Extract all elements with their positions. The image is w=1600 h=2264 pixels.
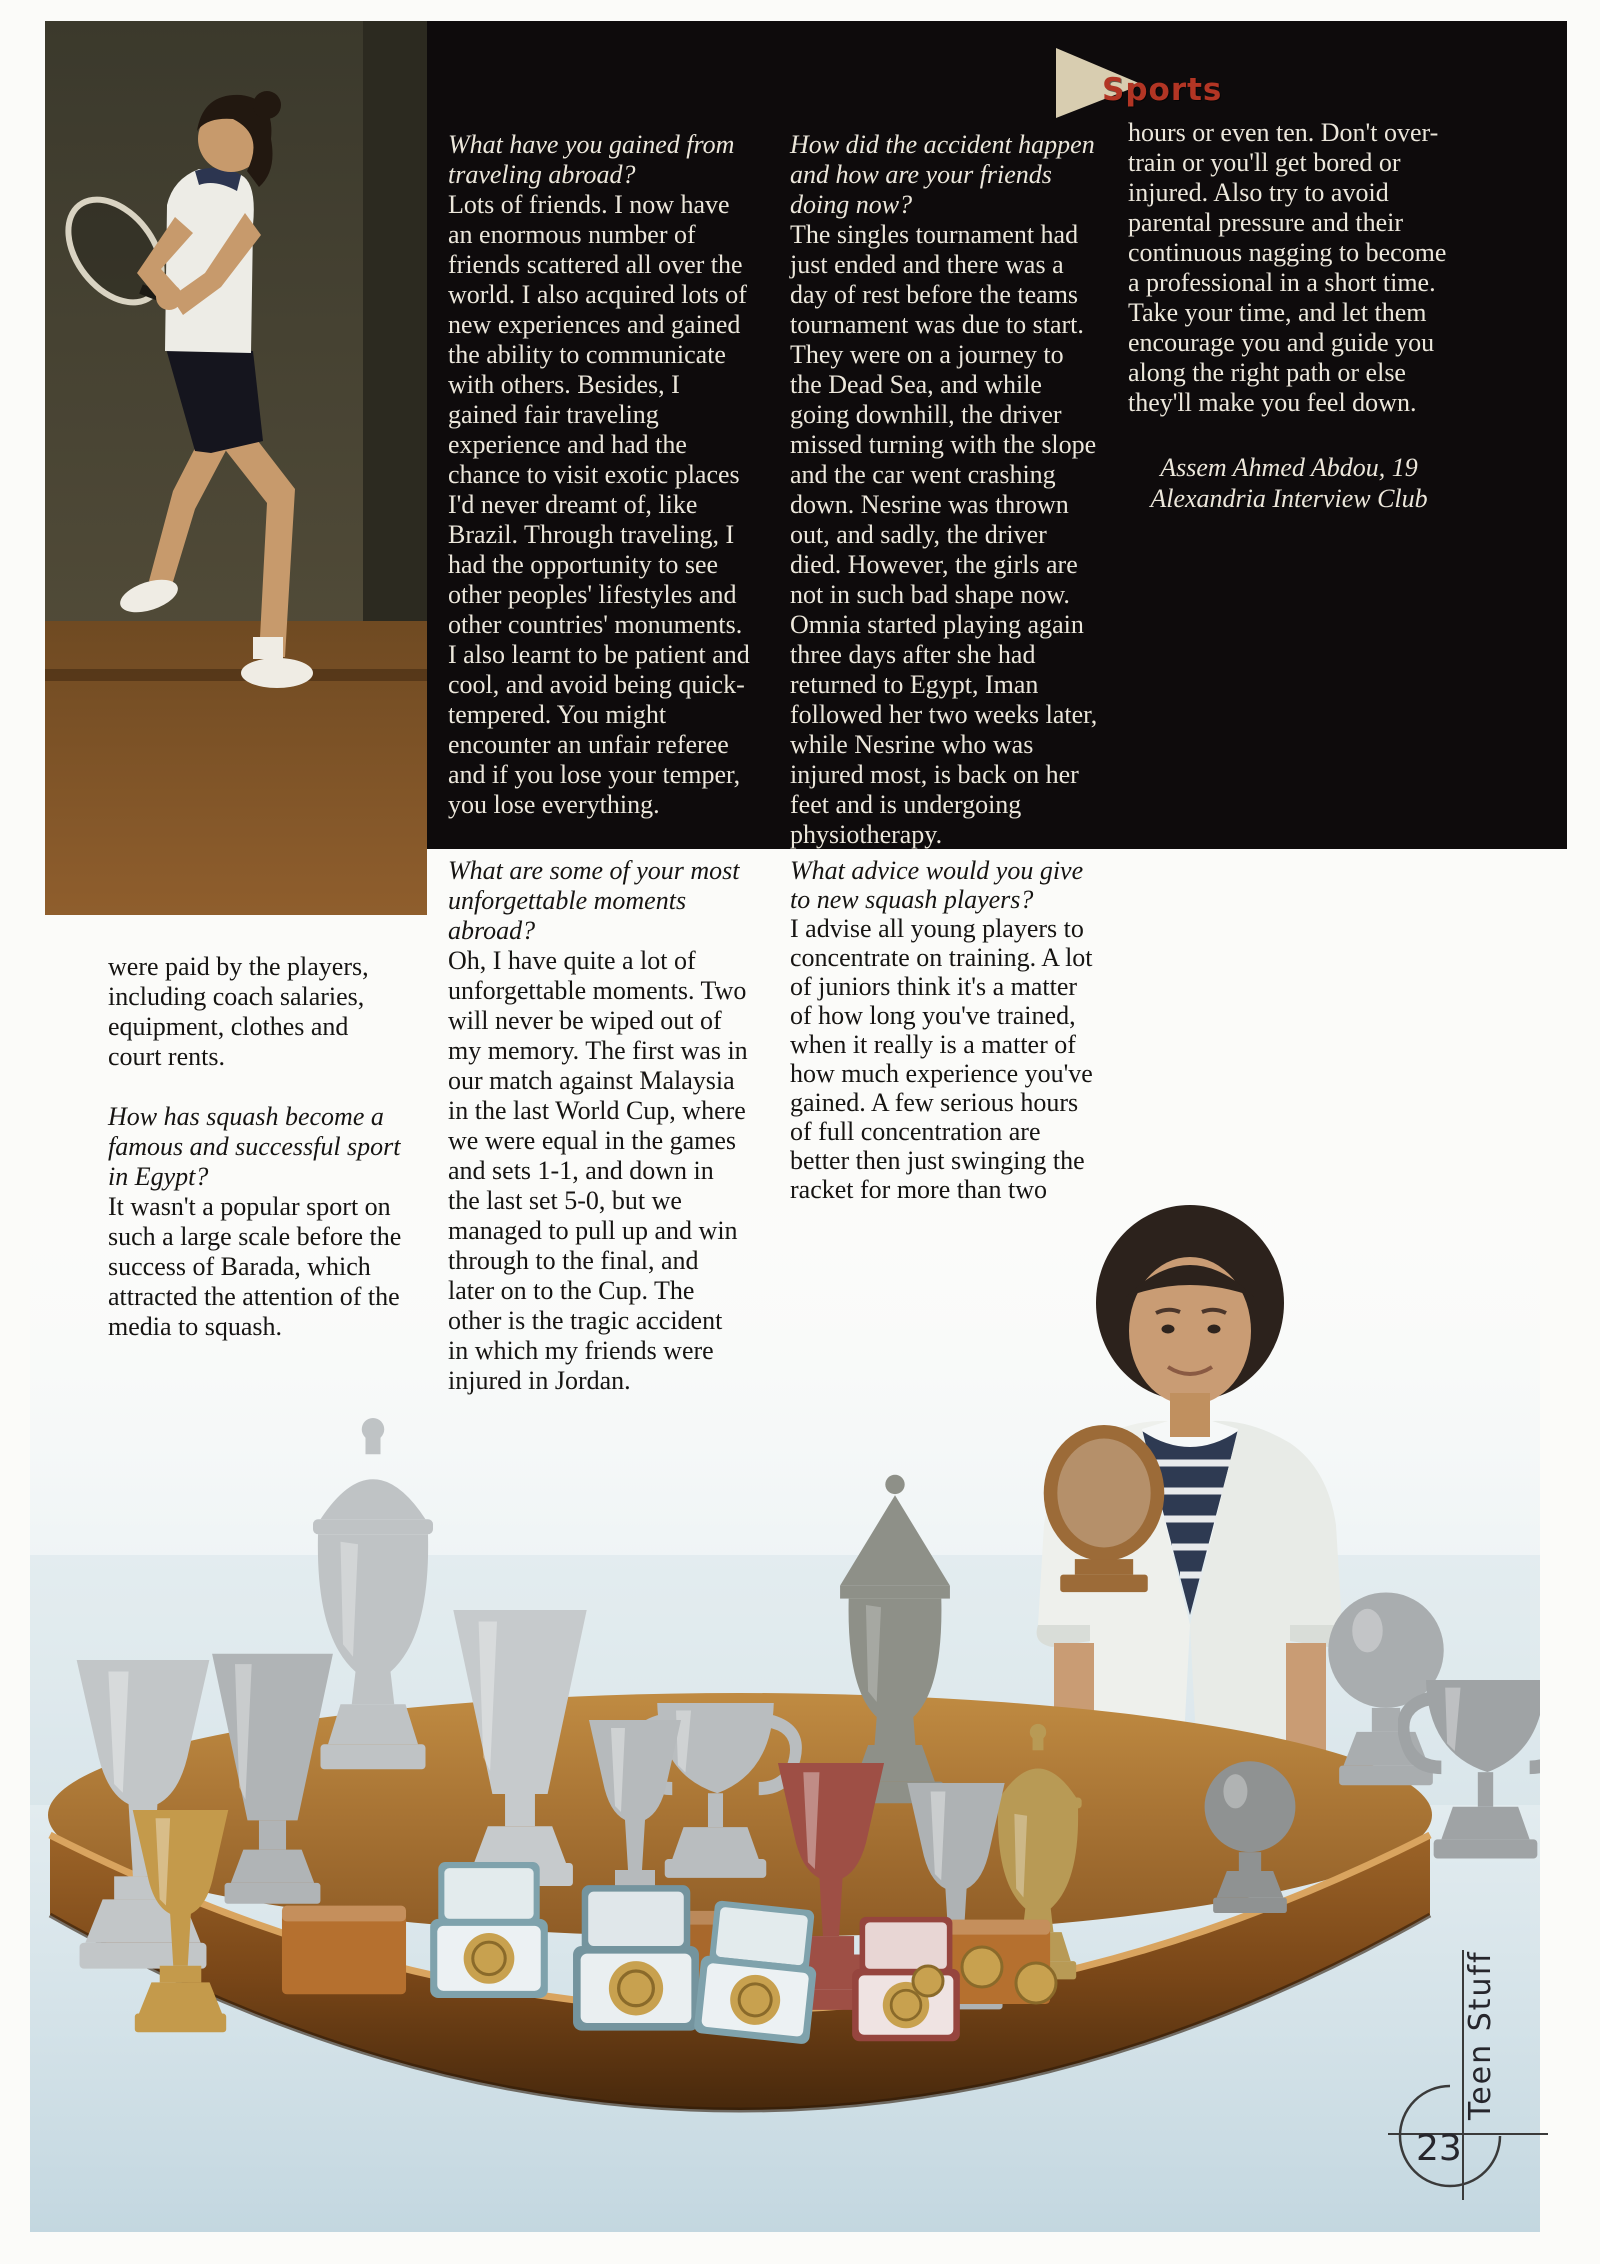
interview-question: How has squash become a famous and successful sport in Egypt? (108, 1102, 401, 1191)
body-column-right (790, 856, 1102, 1204)
body-column-middle (448, 856, 748, 1396)
panel-column-3 (1128, 118, 1450, 514)
teen-stuff-vertical-label: Teen Stuff (1463, 1950, 1498, 2120)
interview-answer: I advise all young players to concentrate on training. A lot of juniors think it's a matter of how long you've trained, when it really is a matter of how much experience you've gained. A few serious hours of full concentration are better then just swinging the racket for more than two (790, 914, 1093, 1204)
interview-answer: It wasn't a popular sport on such a large scale before the success of Barada, which attracted the attention of the media to squash. (108, 1192, 402, 1341)
page-number: 23 (1416, 2128, 1462, 2169)
medal-box (430, 1862, 548, 1998)
panel-column-1 (448, 130, 750, 820)
article-continuation: were paid by the players, including coach salaries, equipment, clothes and court rents. (108, 952, 369, 1071)
panel-column-2 (790, 130, 1098, 850)
interview-answer: Lots of friends. I now have an enormous number of friends scattered all over the world. I also acquired lots of new experiences and gained the ability to communicate with others. Besides, I gained fair traveling experience and had the chance to visit exotic places I'd never dreamt of, like Brazil. Through traveling, I had the opportunity to see other peoples' lifestyles and other countries' monuments. I also learnt to be patient and cool, and avoid being quick-tempered. You might encounter an unfair referee and if you lose your temper, you lose everything. (448, 190, 750, 819)
interview-question: What are some of your most unforgettable moments abroad? (448, 856, 740, 945)
interview-answer: The singles tournament had just ended and there was a day of rest before the teams tournament was due to start. They were on a journey to the Dead Sea, and while going downhill, the driver missed turning with the slope and the car went crashing down. Nesrine was thrown out, and sadly, the driver died. However, the girls are not in such bad shape now. Omnia started playing again three days after she had returned to Egypt, Iman followed her two weeks later, while Nesrine who was injured most, is back on her feet and is undergoing physiotherapy. (790, 220, 1098, 849)
interview-question: What have you gained from traveling abroad? (448, 130, 735, 189)
body-column-left (108, 952, 408, 1342)
byline-club: Alexandria Interview Club (1150, 484, 1428, 513)
shoe (241, 658, 313, 688)
court-wall-corner (363, 21, 427, 661)
medal-box (573, 1885, 699, 2030)
interview-answer-continued: hours or even ten. Don't over-train or you'll get bored or injured. Also try to avoid parental pressure and their continuous nagging to become a professional in a short time. Take your time, and let them encourage you and guide you along the right path or else they'll make you feel down. (1128, 118, 1447, 417)
byline-name: Assem Ahmed Abdou, 19 (1160, 453, 1418, 482)
interview-byline (1128, 452, 1450, 514)
section-label: Sports (1102, 72, 1223, 108)
interview-answer: Oh, I have quite a lot of unforgettable moments. Two will never be wiped out of my memory. The first was in our match against Malaysia in the last World Cup, where we were equal in the games and sets 1-1, and down in the last set 5-0, but we managed to pull up and win through to the final, and later on to the Cup. The other is the tragic accident in which my friends were injured in Jordan. (448, 946, 748, 1395)
interview-question: What advice would you give to new squash players? (790, 856, 1084, 914)
interview-question: How did the accident happen and how are your friends doing now? (790, 130, 1095, 219)
footer-page-marker (1388, 1948, 1568, 2208)
squash-player-photo (45, 21, 427, 915)
interview-panel (427, 21, 1567, 849)
